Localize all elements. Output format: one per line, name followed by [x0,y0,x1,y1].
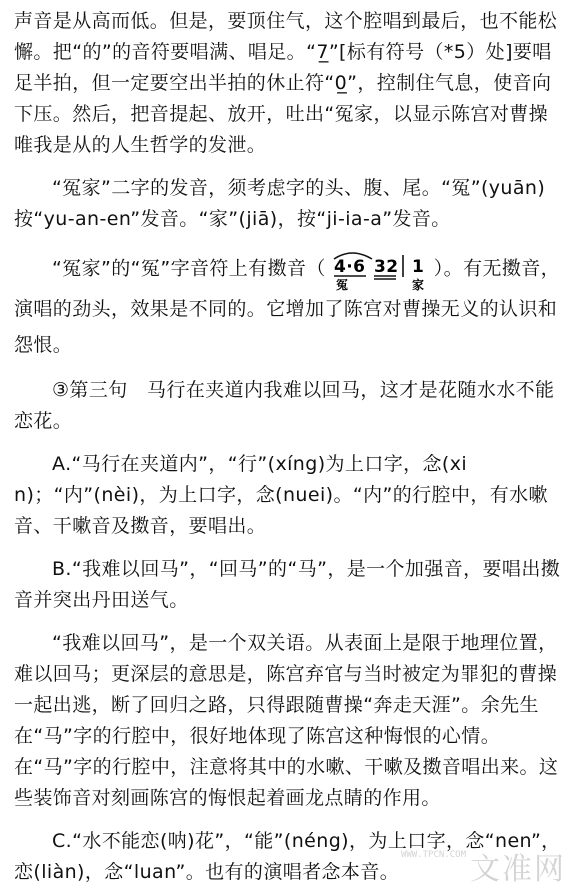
lyric-yuan: 冤 [335,278,349,291]
music-notation [328,247,432,291]
paragraph-b: B.“我难以回马”，“回马”的“马”，是一个加强音，要唱出擞音并突出丹田送气。 [14,558,561,611]
watermark-logo: 文准网 [470,852,566,887]
paragraph-pun: “我难以回马”，是一个双关语。从表面上是限于地理位置，难以回马；更深层的意思是，陈宫弃官与当时被定为罪犯的曹操一起出逃，断了回归之路，只得跟随曹操“奔走天涯”。余先生在“马”字的行腔中，很好地体现了陈宫这种悔恨的心情。在“马”字的行腔中，注意将其中的水嗽、干嗽及擞音唱出来。这些装饰音对刻画陈宫的悔恨起着画龙点睛的作用。 [14,632,559,809]
paragraph-a: A.“马行在夹道内”，“行”(xíng)为上口字，念(xin)；“内”(nèi)，为上口字，念(nuei)。“内”的行腔中，有水嗽音、干嗽音及擞音，要唱出。 [14,453,548,537]
paragraph-third-line: ③第三句 马行在夹道内我难以回马，这才是花随水水不能恋花。 [14,379,555,432]
paragraph-notation [14,247,566,363]
notation-svg [328,247,432,291]
document-page [14,6,566,888]
note-1: 1 [411,257,425,277]
notation-text-before: “冤家”的“冤”字音符上有擞音（ [52,257,326,280]
note-32: 32 [373,257,399,277]
paragraph-c: C.“水不能恋(呐)花”，“能”(néng)，为上口字，念“nen”，恋(liàn)，念“luan”。也有的演唱者念本音。 [14,830,561,883]
watermark-url: WWW.TPCN.COM [400,850,466,860]
lyric-jia: 家 [411,278,425,291]
notation-text-after: ）。有无擞音，演唱的劲头，效果是不同的。它增加了陈宫对曹操无义的认识和怨恨。 [14,257,561,356]
paragraph-1: 声音是从高而低。但是，要顶住气，这个腔唱到最后，也不能松懈。把“的”的音符要唱满、唱足。“7̲”[标有符号（*5）处]要唱足半拍，但一定要空出半拍的休止符“0̲”，控制住气息，使音向下压。然后，把音提起、放开，吐出“冤家，以显示陈宫对曹操唯我是从的人生哲学的发泄。 [14,10,558,156]
paragraph-2: “冤家”二字的发音，须考虑字的头、腹、尾。“冤”(yuān)按“yu-an-en”发音。“家”(jiā)，按“ji-ia-a”发音。 [14,177,546,230]
note-4-6: 4·6 [333,257,366,277]
